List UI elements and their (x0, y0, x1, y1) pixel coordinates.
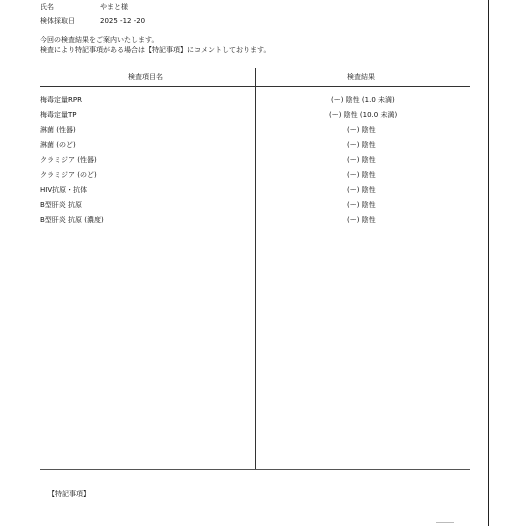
row-result: (ー) 陰性 (347, 186, 376, 194)
row-result: (ー) 陰性 (347, 201, 376, 209)
intro-line-1: 今回の検査結果をご案内いたします。 (40, 36, 159, 44)
row-result: (ー) 陰性 (10.0 未満) (329, 111, 398, 119)
row-item: 淋菌 (性器) (40, 126, 76, 134)
row-result: (ー) 陰性 (347, 126, 376, 134)
row-item: 淋菌 (のど) (40, 141, 76, 149)
row-result: (ー) 陰性 (347, 141, 376, 149)
table-column-divider (255, 68, 256, 470)
date-value: 2025 -12 -20 (100, 17, 146, 25)
row-result: (ー) 陰性 (347, 216, 376, 224)
row-item: B型肝炎 抗原 (40, 201, 83, 209)
cutoff-mark (436, 522, 454, 523)
row-result: (ー) 陰性 (347, 171, 376, 179)
notes-label: 【特記事項】 (48, 490, 90, 498)
intro-line-2: 検査により特記事項がある場合は【特記事項】にコメントしております。 (40, 46, 271, 54)
name-value: やまと様 (100, 3, 128, 11)
name-label: 氏名 (40, 3, 54, 11)
header-item: 検査項目名 (128, 73, 163, 81)
row-result: (ー) 陰性 (1.0 未満) (331, 96, 395, 104)
header-result: 検査結果 (347, 73, 375, 81)
row-item: 梅毒定量TP (40, 111, 77, 119)
table-bottom-border (40, 469, 470, 470)
row-item: HIV抗原・抗体 (40, 186, 88, 194)
row-result: (ー) 陰性 (347, 156, 376, 164)
row-item: クラミジア (のど) (40, 171, 97, 179)
row-item: 梅毒定量RPR (40, 96, 82, 104)
row-item: クラミジア (性器) (40, 156, 97, 164)
row-item: B型肝炎 抗原 (濃度) (40, 216, 104, 224)
date-label: 検体採取日 (40, 17, 75, 25)
